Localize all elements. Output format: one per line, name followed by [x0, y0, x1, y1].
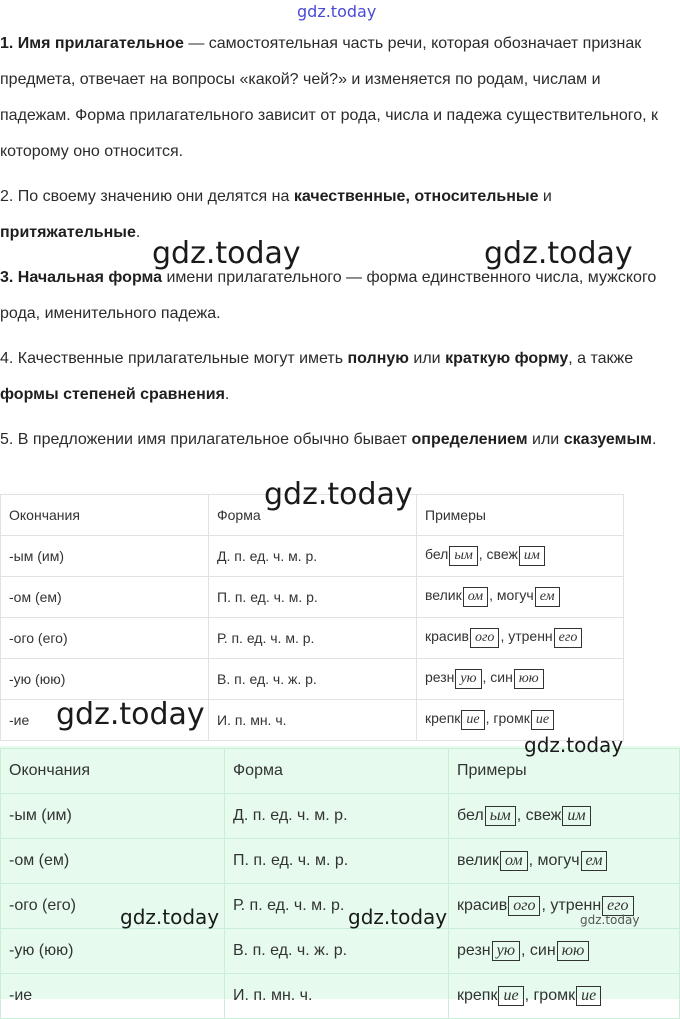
ending-box: ую [455, 669, 481, 689]
example-stem: бел [425, 546, 449, 562]
form-cell: И. п. мн. ч. [225, 974, 449, 1019]
example-stem: , громк [524, 987, 576, 1004]
watermark: gdz.today [524, 733, 624, 757]
watermark: gdz.today [348, 905, 448, 929]
table-row [1, 974, 680, 1019]
endings-table-duplicate [0, 748, 680, 1019]
p4-text: . [224, 386, 230, 403]
example-stem: красив [457, 897, 508, 914]
ending-cell: -ие [1, 700, 209, 741]
p2-text: и [538, 188, 552, 205]
ending-box: юю [557, 941, 590, 961]
column-header: Окончания [1, 495, 209, 536]
example-stem: , утренн [541, 897, 602, 914]
column-header: Окончания [1, 749, 225, 794]
p4-text: 4. Качественные прилагательные могут иметь [0, 350, 348, 367]
p5-term: определением [411, 431, 528, 448]
ending-box: им [519, 546, 545, 566]
table-row [1, 929, 680, 974]
p4-text: , а также [568, 350, 634, 367]
examples-cell [417, 536, 624, 577]
watermark: gdz.today [484, 236, 633, 271]
example-stem: , могуч [528, 852, 580, 869]
p2-text: 2. По своему значению они делятся на [0, 188, 294, 205]
table-row [1, 659, 624, 700]
p2-term: притяжательные [0, 224, 136, 241]
ending-box: ие [498, 986, 523, 1006]
p1-term: Имя прилагательное [17, 35, 184, 52]
p3-term: Начальная форма [17, 269, 163, 286]
example-stem: крепк [425, 710, 461, 726]
example-stem: , могуч [489, 587, 534, 603]
watermark: gdz.today [120, 905, 220, 929]
example-stem: резн [457, 942, 491, 959]
p5-text: 5. В предложении имя прилагательное обычно бывает [0, 431, 412, 448]
column-header: Примеры [417, 495, 624, 536]
p5-text: или [527, 431, 564, 448]
form-cell: П. п. ед. ч. м. р. [209, 577, 417, 618]
form-cell: Р. п. ед. ч. м. р. [209, 618, 417, 659]
p5-text: . [651, 431, 657, 448]
paragraph-5 [0, 422, 668, 458]
examples-cell [417, 577, 624, 618]
column-header: Примеры [449, 749, 680, 794]
p2-term: качественные, относительные [293, 188, 539, 205]
examples-cell [449, 794, 680, 839]
table-row [1, 618, 624, 659]
ending-box: ую [492, 941, 520, 961]
p3-text: имени прилагательного — форма единственного числа, мужского рода, именительного падежа. [0, 269, 657, 322]
watermark: gdz.today [56, 697, 205, 732]
p4-text: или [408, 350, 446, 367]
table-row [1, 794, 680, 839]
p4-term: краткую форму [445, 350, 569, 367]
example-stem: крепк [457, 987, 498, 1004]
ending-box: ого [470, 628, 499, 648]
example-stem: , свеж [516, 807, 562, 824]
example-stem: велик [457, 852, 499, 869]
ending-box: его [602, 896, 633, 916]
ending-box: им [562, 806, 590, 826]
form-cell: И. п. мн. ч. [209, 700, 417, 741]
p1-text: — самостоятельная часть речи, которая обозначает признак предмета, отвечает на вопросы «какой? чей?» и изменяется по родам, числам и падежам. Форма прилагательного зависит от рода, числа и падежа существительного, к которому оно относится. [0, 35, 659, 160]
ending-cell: -ом (ем) [1, 577, 209, 618]
example-stem: , свеж [478, 546, 518, 562]
p5-term: сказуемым [563, 431, 652, 448]
ending-box: ом [500, 851, 528, 871]
example-stem: велик [425, 587, 462, 603]
ending-box: ым [485, 806, 516, 826]
form-cell: Р. п. ед. ч. м. р. [225, 884, 449, 929]
ending-box: его [554, 628, 583, 648]
ending-cell: -ую (юю) [1, 929, 225, 974]
example-stem: , син [482, 669, 513, 685]
examples-cell [449, 929, 680, 974]
form-cell: Д. п. ед. ч. м. р. [225, 794, 449, 839]
examples-cell [417, 618, 624, 659]
ending-box: ем [581, 851, 608, 871]
example-stem: , утренн [500, 628, 553, 644]
ending-cell: -ым (им) [1, 794, 225, 839]
table-row [1, 884, 680, 929]
ending-cell: -ым (им) [1, 536, 209, 577]
form-cell: Д. п. ед. ч. м. р. [209, 536, 417, 577]
table-row [1, 536, 624, 577]
ending-box: ие [531, 710, 554, 730]
p4-term: формы степеней сравнения [0, 386, 225, 403]
examples-cell [417, 659, 624, 700]
paragraph-1 [0, 26, 668, 170]
column-header: Форма [225, 749, 449, 794]
watermark: gdz.today [580, 913, 640, 927]
watermark: gdz.today [152, 236, 301, 271]
ending-box: ом [463, 587, 488, 607]
example-stem: , громк [485, 710, 530, 726]
p2-text: . [135, 224, 141, 241]
examples-cell [449, 839, 680, 884]
examples-cell [449, 974, 680, 1019]
example-stem: , син [521, 942, 556, 959]
example-stem: красив [425, 628, 469, 644]
ending-cell: -ого (его) [1, 884, 225, 929]
ending-cell: -ую (юю) [1, 659, 209, 700]
watermark: gdz.today [297, 2, 377, 21]
p1-number: 1. [0, 35, 18, 52]
examples-cell [449, 884, 680, 929]
column-header: Форма [209, 495, 417, 536]
form-cell: П. п. ед. ч. м. р. [225, 839, 449, 884]
form-cell: В. п. ед. ч. ж. р. [209, 659, 417, 700]
table-row [1, 839, 680, 884]
ending-box: ие [461, 710, 484, 730]
ending-cell: -ом (ем) [1, 839, 225, 884]
example-stem: резн [425, 669, 455, 685]
p3-number: 3. [0, 269, 18, 286]
ending-box: ие [576, 986, 601, 1006]
ending-box: ем [535, 587, 560, 607]
ending-cell: -ие [1, 974, 225, 1019]
form-cell: В. п. ед. ч. ж. р. [225, 929, 449, 974]
ending-box: юю [514, 669, 544, 689]
example-stem: бел [457, 807, 484, 824]
table-row [1, 577, 624, 618]
p4-term: полную [347, 350, 409, 367]
ending-box: ым [449, 546, 477, 566]
paragraph-4 [0, 341, 668, 413]
ending-cell: -ого (его) [1, 618, 209, 659]
watermark: gdz.today [264, 477, 413, 512]
ending-box: ого [508, 896, 540, 916]
